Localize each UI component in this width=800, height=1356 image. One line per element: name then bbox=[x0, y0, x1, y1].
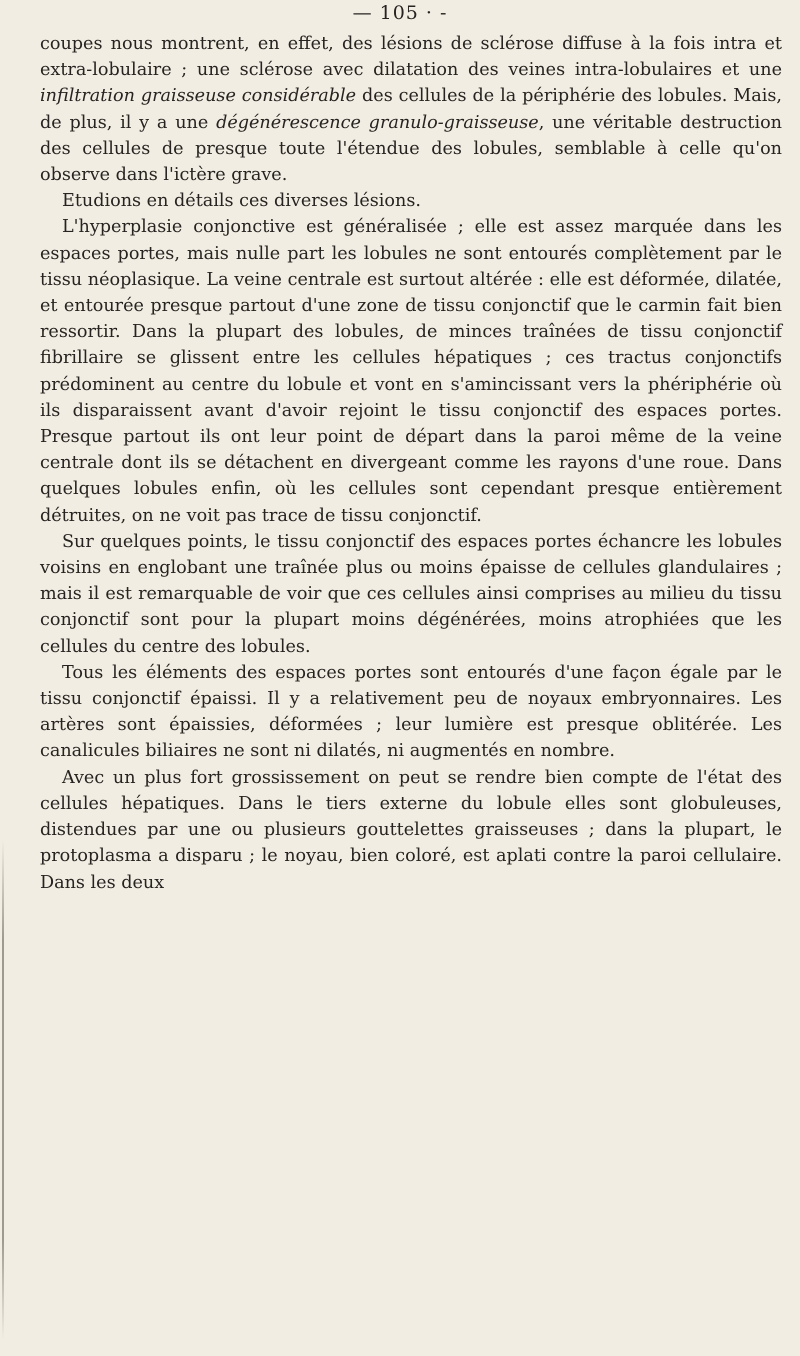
paragraph-1-italic-1: infiltration graisseuse considérable bbox=[40, 86, 357, 107]
paragraph-1-text-1: coupes nous montrent, en effet, des lésions de sclérose diffuse à la fois intra et extra-lobulaire ; une sclérose avec dilatation des veines intra-lobulaires et une bbox=[40, 34, 782, 81]
paragraph-5-text: Tous les éléments des espaces portes sont entourés d'une façon égale par le tissu conjonctif épaissi. Il y a relativement peu de noyaux embryonnaires. Les artères sont épaissies, déformées ; leur lumière est presque oblitérée. Les canalicules biliaires ne sont ni dilatés, ni augmentés en nombre. bbox=[40, 662, 782, 762]
paragraph-6-text: Avec un plus fort grossissement on peut se rendre bien compte de l'état des cellules hépatiques. Dans le tiers externe du lobule elles sont globuleuses, distendues par une ou plusieurs gouttelettes graisseuses ; dans la plupart, le protoplasma a disparu ; le noyau, bien coloré, est aplati contre la paroi cellulaire. Dans les deux bbox=[40, 767, 782, 893]
paragraph-3 bbox=[40, 214, 782, 528]
paragraph-6 bbox=[40, 765, 782, 896]
page-edge-shadow bbox=[2, 840, 4, 1340]
paragraph-1-italic-2: dégénérescence granulo-graisseuse bbox=[216, 112, 539, 133]
paragraph-2-text: Etudions en détails ces diverses lésions. bbox=[62, 191, 421, 212]
paragraph-1-text-2: des cellules de la périphérie des lobules. Mais, de plus, il y a une bbox=[40, 86, 783, 133]
paragraph-3-text: L'hyperplasie conjonctive est généralisée ; elle est assez marquée dans les espaces portes, mais nulle part les lobules ne sont entourés complètement par le tissu néoplasique. La veine centrale est surtout altérée : elle est déformée, dilatée, et entourée presque partout d'une zone de tissu conjonctif que le carmin fait bien ressortir. Dans la plupart des lobules, de minces traînées de tissu conjonctif fibrillaire se glissent entre les cellules hépatiques ; ces tractus conjonctifs prédominent au centre du lobule et vont en s'amincissant vers la phériphérie où ils disparaissent avant d'avoir rejoint le tissu conjonctif des espaces portes. Presque partout ils ont leur point de départ dans la paroi même de la veine centrale dont ils se détachent en divergeant comme les rayons d'une roue. Dans quelques lobules enfin, où les cellules sont cependant presque entièrement détruites, on ne voit pas trace de tissu conjonctif. bbox=[40, 217, 782, 526]
paragraph-4 bbox=[40, 529, 782, 660]
paragraph-5 bbox=[40, 660, 782, 765]
paragraph-1 bbox=[40, 31, 782, 188]
paragraph-1-text-3: , une véritable destruction des cellules de presque toute l'étendue des lobules, semblable à celle qu'on observe dans l'ictère grave. bbox=[40, 112, 783, 186]
body-text bbox=[40, 31, 782, 896]
paragraph-4-text: Sur quelques points, le tissu conjonctif des espaces portes échancre les lobules voisins en englobant une traînée plus ou moins épaisse de cellules glandulaires ; mais il est remarquable de voir que ces cellules ainsi comprises au milieu du tissu conjonctif sont pour la plupart moins dégénérées, moins atrophiées que les cellules du centre des lobules. bbox=[40, 531, 782, 657]
page-number: — 105 · - bbox=[352, 2, 448, 24]
paragraph-2 bbox=[40, 188, 782, 214]
